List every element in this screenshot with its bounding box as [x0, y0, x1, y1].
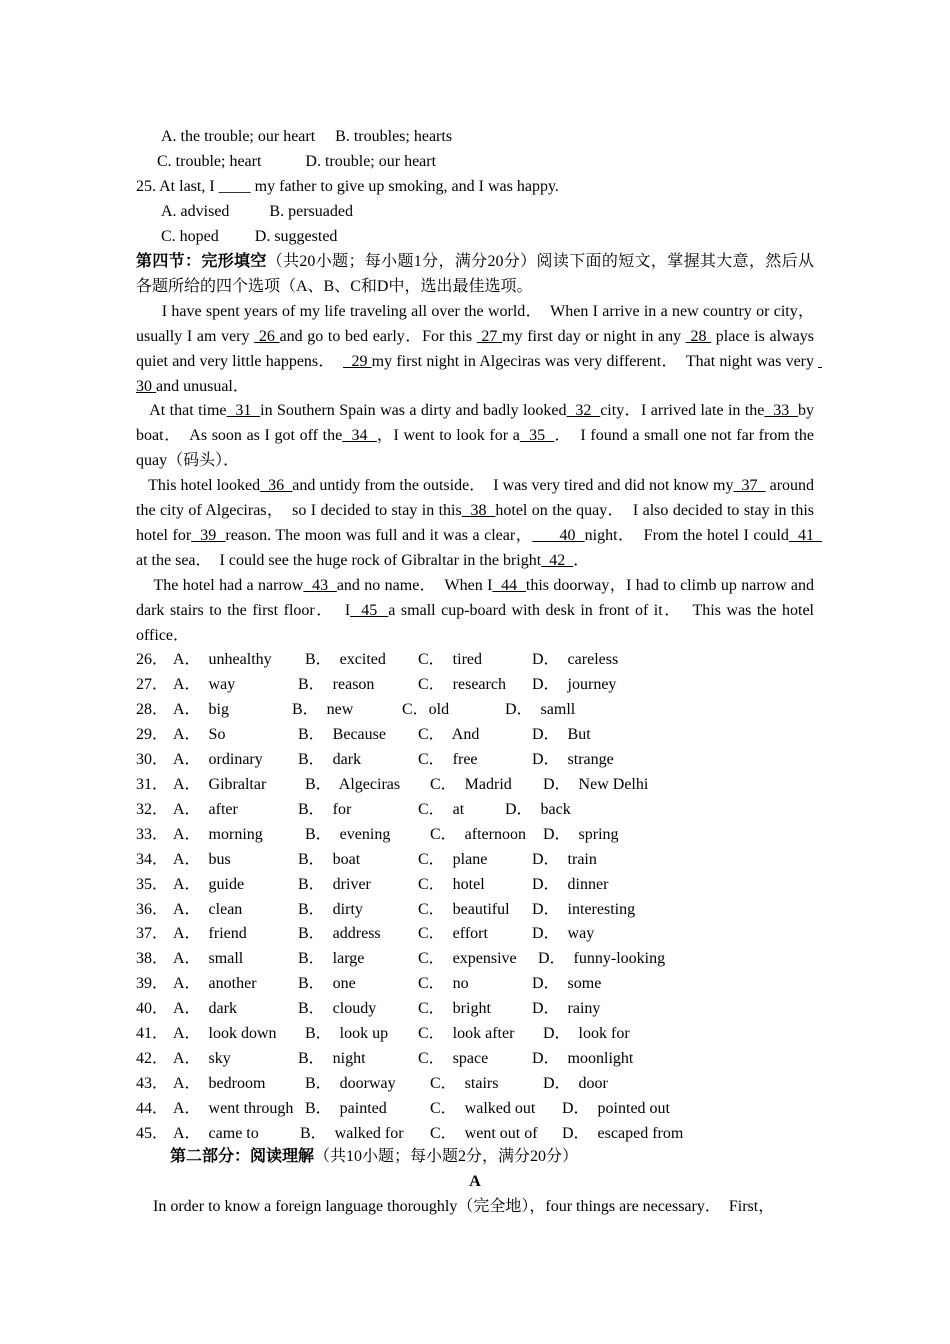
option-number: 33．: [136, 825, 169, 843]
option-a: A． ordinary: [173, 750, 263, 768]
option-a: A． small: [173, 950, 244, 968]
option-c: C． plane: [418, 850, 488, 868]
option-a: A． unhealthy: [173, 651, 272, 668]
option-a: A． bus: [173, 850, 231, 868]
option-a: A． guide: [173, 875, 245, 893]
option-number: 40．: [136, 1000, 169, 1018]
option-b: B． night: [298, 1050, 366, 1068]
option-a: A． Gibraltar: [173, 775, 267, 793]
passage-text: ，I went to look for a: [376, 427, 520, 444]
option-number: 28．: [136, 700, 169, 718]
option-number: 43．: [136, 1075, 169, 1093]
option-d: D． door: [543, 1075, 608, 1093]
option-c: C． at: [418, 800, 465, 818]
option-b: B． painted: [305, 1100, 387, 1118]
passage-text: my first night in Algeciras was very different． That night was very: [371, 353, 818, 370]
option-d: D． strange: [532, 750, 614, 768]
option-c: C． tired: [418, 651, 482, 668]
passage-text: and no name． When I: [336, 577, 493, 594]
option-b: B． boat: [298, 850, 361, 868]
q25-options-line1: A. advised B. persuaded: [161, 203, 353, 220]
blank: 29: [343, 353, 372, 370]
passage-text: my first day or night in any: [502, 328, 686, 345]
option-b: B． one: [298, 975, 356, 993]
blank: 30: [136, 353, 822, 395]
passage-text: and go to bed early．For this: [279, 328, 477, 345]
option-d: D． way: [532, 925, 595, 943]
passage-a-first-line: In order to know a foreign language thoroughly（完全地），four things are necessary． First，: [153, 1198, 775, 1215]
blank: 31: [226, 402, 261, 419]
part2-heading: [170, 1147, 578, 1167]
option-b: B． walked for: [300, 1125, 404, 1143]
option-a: A． went through: [173, 1100, 294, 1118]
option-number: 37．: [136, 925, 169, 943]
option-number: 44．: [136, 1100, 169, 1118]
blank: 44: [492, 577, 526, 594]
passage-text: ．: [573, 552, 590, 569]
option-a: A． friend: [173, 925, 247, 943]
option-a: A． look down: [173, 1025, 277, 1043]
blank: 28: [685, 328, 712, 345]
blank: 32: [566, 402, 601, 419]
option-a: A． after: [173, 800, 238, 818]
q24-options-line1: A. the trouble; our heart B. troubles; hearts: [161, 128, 453, 145]
option-number: 34．: [136, 850, 169, 868]
passage-text: place is always quiet and very little happens．: [136, 328, 818, 370]
option-d: D． rainy: [532, 1000, 601, 1018]
option-number: 29．: [136, 725, 169, 743]
option-a: A． clean: [173, 900, 243, 918]
option-c: C． hotel: [418, 875, 485, 893]
option-c: C． expensive: [418, 950, 517, 968]
blank: 27: [476, 328, 503, 345]
option-b: B． large: [298, 950, 365, 968]
option-number: 38．: [136, 950, 169, 968]
passage-text: At that time: [136, 402, 227, 419]
option-c: C． beautiful: [418, 900, 510, 918]
option-a: A． another: [173, 975, 257, 993]
option-d: D． train: [532, 850, 597, 868]
section4-instructions: （共20小题；每小题1分，满分20分）阅读下面的短文，掌握其大意，然后从各题所给的四个选项（A、B、C和D中，选出最佳选项。: [136, 253, 814, 295]
option-number: 31．: [136, 775, 169, 793]
blank: 26: [254, 328, 280, 345]
option-b: B． address: [298, 925, 381, 943]
blank: 39: [191, 527, 226, 544]
option-c: C． Madrid: [430, 775, 512, 793]
blank: 35: [519, 427, 555, 444]
option-number: 30．: [136, 750, 169, 768]
passage-text: at the sea． I could see the huge rock of Gibraltar in the bright: [136, 552, 542, 569]
option-d: D． funny-looking: [538, 950, 666, 968]
blank: 37: [733, 477, 766, 494]
option-c: C． space: [418, 1050, 489, 1068]
passage-text: around the city of Algeciras， so I decided to stay in this: [136, 477, 819, 519]
option-a: A． dark: [173, 1000, 237, 1018]
blank: 42: [541, 552, 574, 569]
option-a: A． bedroom: [173, 1075, 266, 1093]
option-d: D． But: [532, 725, 591, 743]
option-a: A． came to: [173, 1125, 259, 1143]
passage-text: a small cup-board with desk in front of it． This was the hotel office．: [136, 602, 818, 644]
option-d: D． New Delhi: [543, 775, 649, 793]
option-b: B． dirty: [298, 900, 363, 918]
cloze-paragraph-4: [136, 573, 819, 648]
option-b: B． reason: [298, 675, 375, 693]
option-d: D． some: [532, 975, 602, 993]
option-a: A． sky: [173, 1050, 231, 1068]
blank: 43: [303, 577, 337, 594]
q25-stem: 25. At last, I ____ my father to give up smoking, and I was happy.: [136, 178, 559, 195]
option-d: D． back: [505, 800, 571, 818]
section4-title: 第四节：完形填空: [136, 253, 267, 270]
option-number: 45．: [136, 1125, 169, 1143]
option-a: A． So: [173, 725, 226, 743]
cloze-paragraph-3: [136, 473, 823, 573]
option-d: D． moonlight: [532, 1050, 634, 1068]
passage-text: city．I arrived late in the: [600, 402, 765, 419]
blank: 45: [350, 602, 389, 619]
option-c: C． research: [418, 675, 506, 693]
option-number: 41．: [136, 1025, 169, 1043]
option-b: B． dark: [298, 750, 362, 768]
passage-text: hotel on the quay． I also decided to stay in this hotel for: [136, 502, 818, 544]
blank: 38: [461, 502, 496, 519]
option-b: B． excited: [305, 651, 386, 668]
option-a: A． way: [173, 675, 236, 693]
option-c: C． free: [418, 750, 478, 768]
option-a: A． big: [173, 700, 230, 718]
option-b: B． driver: [298, 875, 371, 893]
passage-text: This hotel looked: [136, 477, 261, 494]
passage-text: and unusual．: [156, 378, 249, 395]
option-c: C． look after: [418, 1025, 515, 1043]
option-d: D． pointed out: [562, 1100, 670, 1118]
option-b: B． Algeciras: [305, 775, 401, 793]
option-d: D． look for: [543, 1025, 630, 1043]
option-b: B． for: [298, 800, 352, 818]
option-d: D． careless: [532, 651, 619, 668]
part2-title: 第二部分：阅读理解: [170, 1148, 315, 1165]
option-c: C． walked out: [430, 1100, 536, 1118]
option-d: D． journey: [532, 675, 617, 693]
passage-text: in Southern Spain was a dirty and badly looked: [260, 402, 567, 419]
option-b: B． Because: [298, 725, 386, 743]
section4-heading: [136, 249, 814, 299]
option-c: C． And: [418, 725, 480, 743]
cloze-paragraph-2: [136, 398, 819, 473]
option-d: D． spring: [543, 825, 619, 843]
part2-instructions: （共10小题；每小题2分，满分20分）: [314, 1148, 579, 1165]
option-c: C． stairs: [430, 1075, 499, 1093]
blank: 33: [764, 402, 799, 419]
option-d: D． interesting: [532, 900, 636, 918]
option-number: 26．: [136, 651, 169, 668]
passage-text: night． From the hotel I could: [584, 527, 789, 544]
option-b: B． evening: [305, 825, 391, 843]
option-number: 32．: [136, 800, 169, 818]
option-number: 39．: [136, 975, 169, 993]
q25-options-line2: C. hoped D. suggested: [161, 228, 338, 245]
option-c: C．old: [402, 700, 450, 718]
option-number: 35．: [136, 875, 169, 893]
option-number: 42．: [136, 1050, 169, 1068]
option-b: B． look up: [305, 1025, 389, 1043]
option-number: 27．: [136, 675, 169, 693]
blank: 36: [260, 477, 293, 494]
option-b: B． cloudy: [298, 1000, 377, 1018]
q24-options-line2: C. trouble; heart D. trouble; our heart: [157, 153, 437, 170]
option-c: C． effort: [418, 925, 488, 943]
option-b: B． doorway: [305, 1075, 396, 1093]
option-d: D． samll: [505, 700, 576, 718]
option-number: 36．: [136, 900, 169, 918]
blank: 41: [788, 527, 823, 544]
option-c: C． bright: [418, 1000, 491, 1018]
option-c: C． afternoon: [430, 825, 526, 843]
passage-text: I have spent years of my life traveling all over the world． When I arrive in a new country or city， usually I am very: [136, 303, 823, 345]
passage-text: ． I found a small one not far from the quay（码头）．: [136, 427, 818, 469]
blank: 34: [342, 427, 377, 444]
passage-a-label: A: [469, 1173, 481, 1190]
passage-text: and untidy from the outside． I was very tired and did not know my: [292, 477, 734, 494]
option-c: C． went out of: [430, 1125, 538, 1143]
passage-text: by boat． As soon as I got off the: [136, 402, 819, 444]
passage-text: reason. The moon was full and it was a clear，: [225, 527, 533, 544]
passage-text: this doorway，I had to climb up narrow and dark stairs to the first floor． I: [136, 577, 819, 619]
option-d: D． dinner: [532, 875, 609, 893]
cloze-paragraph-1: [136, 299, 823, 399]
option-c: C． no: [418, 975, 469, 993]
option-a: A． morning: [173, 825, 263, 843]
passage-text: The hotel had a narrow: [136, 577, 304, 594]
blank: 40: [532, 527, 585, 544]
option-d: D． escaped from: [562, 1125, 684, 1143]
option-b: B． new: [292, 700, 354, 718]
